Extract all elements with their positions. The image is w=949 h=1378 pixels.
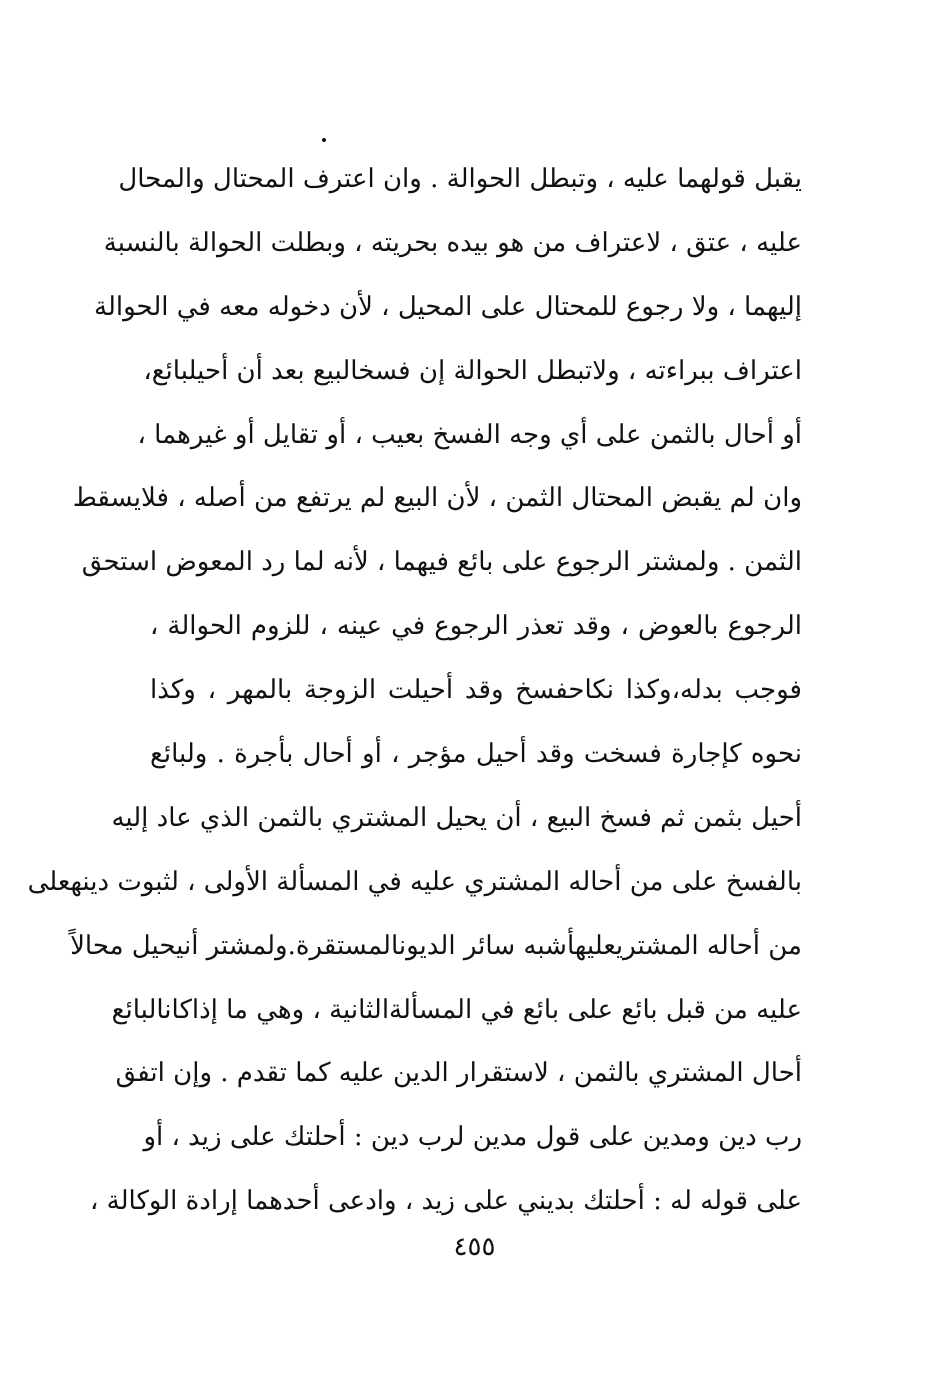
text-line: الثمن . ولمشتر الرجوع على بائع فيهما ، لأنه لما رد المعوض استحق bbox=[81, 547, 802, 578]
page-number: ٤٥٥ bbox=[453, 1232, 496, 1262]
text-line: الرجوع بالعوض ، وقد تعذر الرجوع في عينه ، للزوم الحوالة ، bbox=[150, 611, 802, 642]
text-line: وان لم يقبض المحتال الثمن ، لأن البيع لم يرتفع من أصله ، فلايسقط bbox=[72, 483, 802, 514]
text-line: فوجب بدله،وكذا نكاحفسخ وقد أحيلت الزوجة بالمهر ، وكذا bbox=[150, 675, 802, 706]
text-line: إليهما ، ولا رجوع للمحتال على المحيل ، لأن دخوله معه في الحوالة bbox=[94, 291, 802, 322]
text-line: بالفسخ على من أحاله المشتري عليه في المسألة الأولى ، لثبوت دينهعلى bbox=[27, 866, 802, 897]
body-text bbox=[27, 148, 802, 1234]
text-line: نحوه كإجارة فسخت وقد أحيل مؤجر ، أو أحال بأجرة . ولبائع bbox=[150, 739, 802, 770]
text-line: اعتراف ببراءته ، ولاتبطل الحوالة إن فسخالبيع بعد أن أحيلبائع، bbox=[143, 355, 802, 386]
text-line: عليه ، عتق ، لاعتراف من هو بيده بحريته ، وبطلت الحوالة بالنسبة bbox=[103, 227, 802, 258]
text-line: رب دين ومدين على قول مدين لرب دين : أحلتك على زيد ، أو bbox=[143, 1122, 802, 1153]
text-line: عليه من قبل بائع على بائع في المسألةالثانية ، وهي ما إذاكانالبائع bbox=[111, 994, 802, 1025]
text-line: يقبل قولهما عليه ، وتبطل الحوالة . وان اعترف المحتال والمحال bbox=[118, 164, 802, 194]
ink-dot bbox=[322, 138, 326, 142]
text-line: على قوله له : أحلتك بديني على زيد ، وادعى أحدهما إرادة الوكالة ، bbox=[90, 1186, 802, 1217]
text-line: أحال المشتري بالثمن ، لاستقرار الدين عليه كما تقدم . وإن اتفق bbox=[115, 1058, 802, 1089]
text-line: من أحاله المشتريعليهأشبه سائر الديونالمستقرة.ولمشتر أنيحيل محالاً bbox=[70, 930, 802, 961]
text-line: أحيل بثمن ثم فسخ البيع ، أن يحيل المشتري بالثمن الذي عاد إليه bbox=[111, 802, 802, 833]
text-line: أو أحال بالثمن على أي وجه الفسخ بعيب ، أو تقايل أو غيرهما ، bbox=[137, 419, 802, 450]
